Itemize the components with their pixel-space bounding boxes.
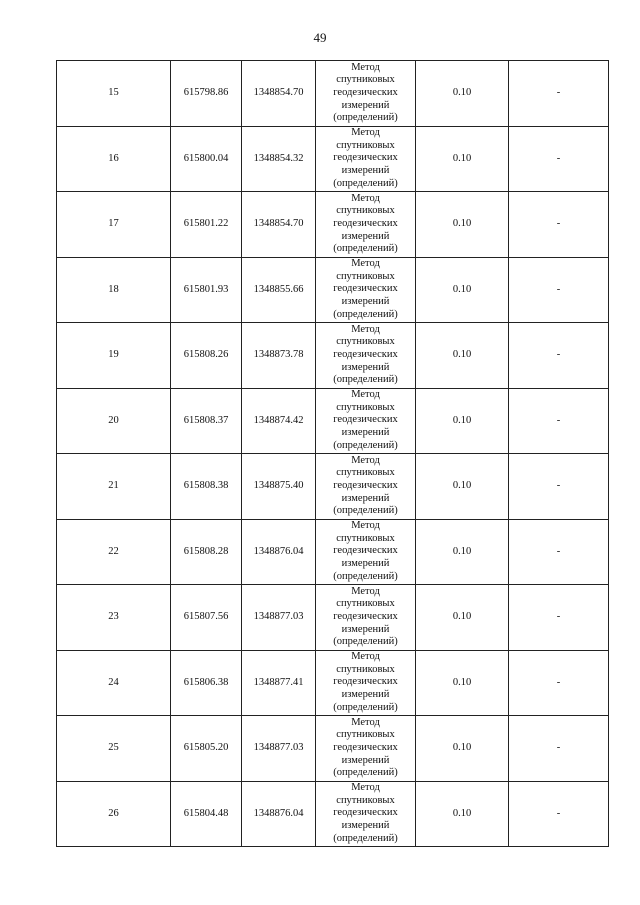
- table-row: [57, 781, 609, 847]
- description-cell: -: [509, 519, 609, 585]
- x-coordinate-cell: 615806.38: [171, 650, 242, 716]
- y-coordinate-cell: 1348876.04: [242, 781, 316, 847]
- method-cell: Метод спутниковых геодезических измерений (определений): [316, 192, 416, 258]
- description-cell: -: [509, 716, 609, 782]
- description-cell: -: [509, 650, 609, 716]
- table-row: [57, 257, 609, 323]
- method-cell: Метод спутниковых геодезических измерений (определений): [316, 126, 416, 192]
- point-number-cell: 23: [57, 585, 171, 651]
- x-coordinate-cell: 615808.26: [171, 323, 242, 389]
- accuracy-cell: 0.10: [416, 716, 509, 782]
- table-row: [57, 585, 609, 651]
- y-coordinate-cell: 1348854.70: [242, 61, 316, 127]
- description-cell: -: [509, 61, 609, 127]
- x-coordinate-cell: 615804.48: [171, 781, 242, 847]
- y-coordinate-cell: 1348854.70: [242, 192, 316, 258]
- coordinates-table-body: [57, 61, 609, 847]
- method-cell: Метод спутниковых геодезических измерений (определений): [316, 650, 416, 716]
- method-cell: Метод спутниковых геодезических измерений (определений): [316, 388, 416, 454]
- method-cell: Метод спутниковых геодезических измерений (определений): [316, 61, 416, 127]
- x-coordinate-cell: 615808.28: [171, 519, 242, 585]
- page-number: 49: [313, 30, 327, 45]
- table-row: [57, 716, 609, 782]
- y-coordinate-cell: 1348854.32: [242, 126, 316, 192]
- x-coordinate-cell: 615800.04: [171, 126, 242, 192]
- point-number-cell: 24: [57, 650, 171, 716]
- description-cell: -: [509, 192, 609, 258]
- method-cell: Метод спутниковых геодезических измерений (определений): [316, 585, 416, 651]
- point-number-cell: 26: [57, 781, 171, 847]
- description-cell: -: [509, 388, 609, 454]
- y-coordinate-cell: 1348873.78: [242, 323, 316, 389]
- accuracy-cell: 0.10: [416, 61, 509, 127]
- method-cell: Метод спутниковых геодезических измерений (определений): [316, 519, 416, 585]
- x-coordinate-cell: 615801.22: [171, 192, 242, 258]
- description-cell: -: [509, 323, 609, 389]
- table-row: [57, 126, 609, 192]
- accuracy-cell: 0.10: [416, 585, 509, 651]
- accuracy-cell: 0.10: [416, 454, 509, 520]
- accuracy-cell: 0.10: [416, 257, 509, 323]
- y-coordinate-cell: 1348876.04: [242, 519, 316, 585]
- method-cell: Метод спутниковых геодезических измерений (определений): [316, 781, 416, 847]
- x-coordinate-cell: 615798.86: [171, 61, 242, 127]
- accuracy-cell: 0.10: [416, 126, 509, 192]
- coordinates-table: [56, 60, 609, 847]
- description-cell: -: [509, 781, 609, 847]
- description-cell: -: [509, 585, 609, 651]
- table-row: [57, 61, 609, 127]
- table-row: [57, 323, 609, 389]
- method-cell: Метод спутниковых геодезических измерений (определений): [316, 323, 416, 389]
- description-cell: -: [509, 454, 609, 520]
- point-number-cell: 22: [57, 519, 171, 585]
- accuracy-cell: 0.10: [416, 323, 509, 389]
- y-coordinate-cell: 1348877.03: [242, 716, 316, 782]
- accuracy-cell: 0.10: [416, 388, 509, 454]
- description-cell: -: [509, 257, 609, 323]
- point-number-cell: 20: [57, 388, 171, 454]
- accuracy-cell: 0.10: [416, 192, 509, 258]
- x-coordinate-cell: 615808.38: [171, 454, 242, 520]
- point-number-cell: 21: [57, 454, 171, 520]
- table-row: [57, 388, 609, 454]
- point-number-cell: 15: [57, 61, 171, 127]
- accuracy-cell: 0.10: [416, 781, 509, 847]
- method-cell: Метод спутниковых геодезических измерений (определений): [316, 716, 416, 782]
- accuracy-cell: 0.10: [416, 519, 509, 585]
- y-coordinate-cell: 1348877.03: [242, 585, 316, 651]
- table-row: [57, 454, 609, 520]
- point-number-cell: 18: [57, 257, 171, 323]
- method-cell: Метод спутниковых геодезических измерений (определений): [316, 257, 416, 323]
- accuracy-cell: 0.10: [416, 650, 509, 716]
- table-row: [57, 519, 609, 585]
- y-coordinate-cell: 1348875.40: [242, 454, 316, 520]
- y-coordinate-cell: 1348855.66: [242, 257, 316, 323]
- method-cell: Метод спутниковых геодезических измерений (определений): [316, 454, 416, 520]
- y-coordinate-cell: 1348877.41: [242, 650, 316, 716]
- table-row: [57, 650, 609, 716]
- point-number-cell: 17: [57, 192, 171, 258]
- point-number-cell: 19: [57, 323, 171, 389]
- point-number-cell: 16: [57, 126, 171, 192]
- description-cell: -: [509, 126, 609, 192]
- x-coordinate-cell: 615808.37: [171, 388, 242, 454]
- point-number-cell: 25: [57, 716, 171, 782]
- y-coordinate-cell: 1348874.42: [242, 388, 316, 454]
- x-coordinate-cell: 615807.56: [171, 585, 242, 651]
- x-coordinate-cell: 615801.93: [171, 257, 242, 323]
- x-coordinate-cell: 615805.20: [171, 716, 242, 782]
- table-row: [57, 192, 609, 258]
